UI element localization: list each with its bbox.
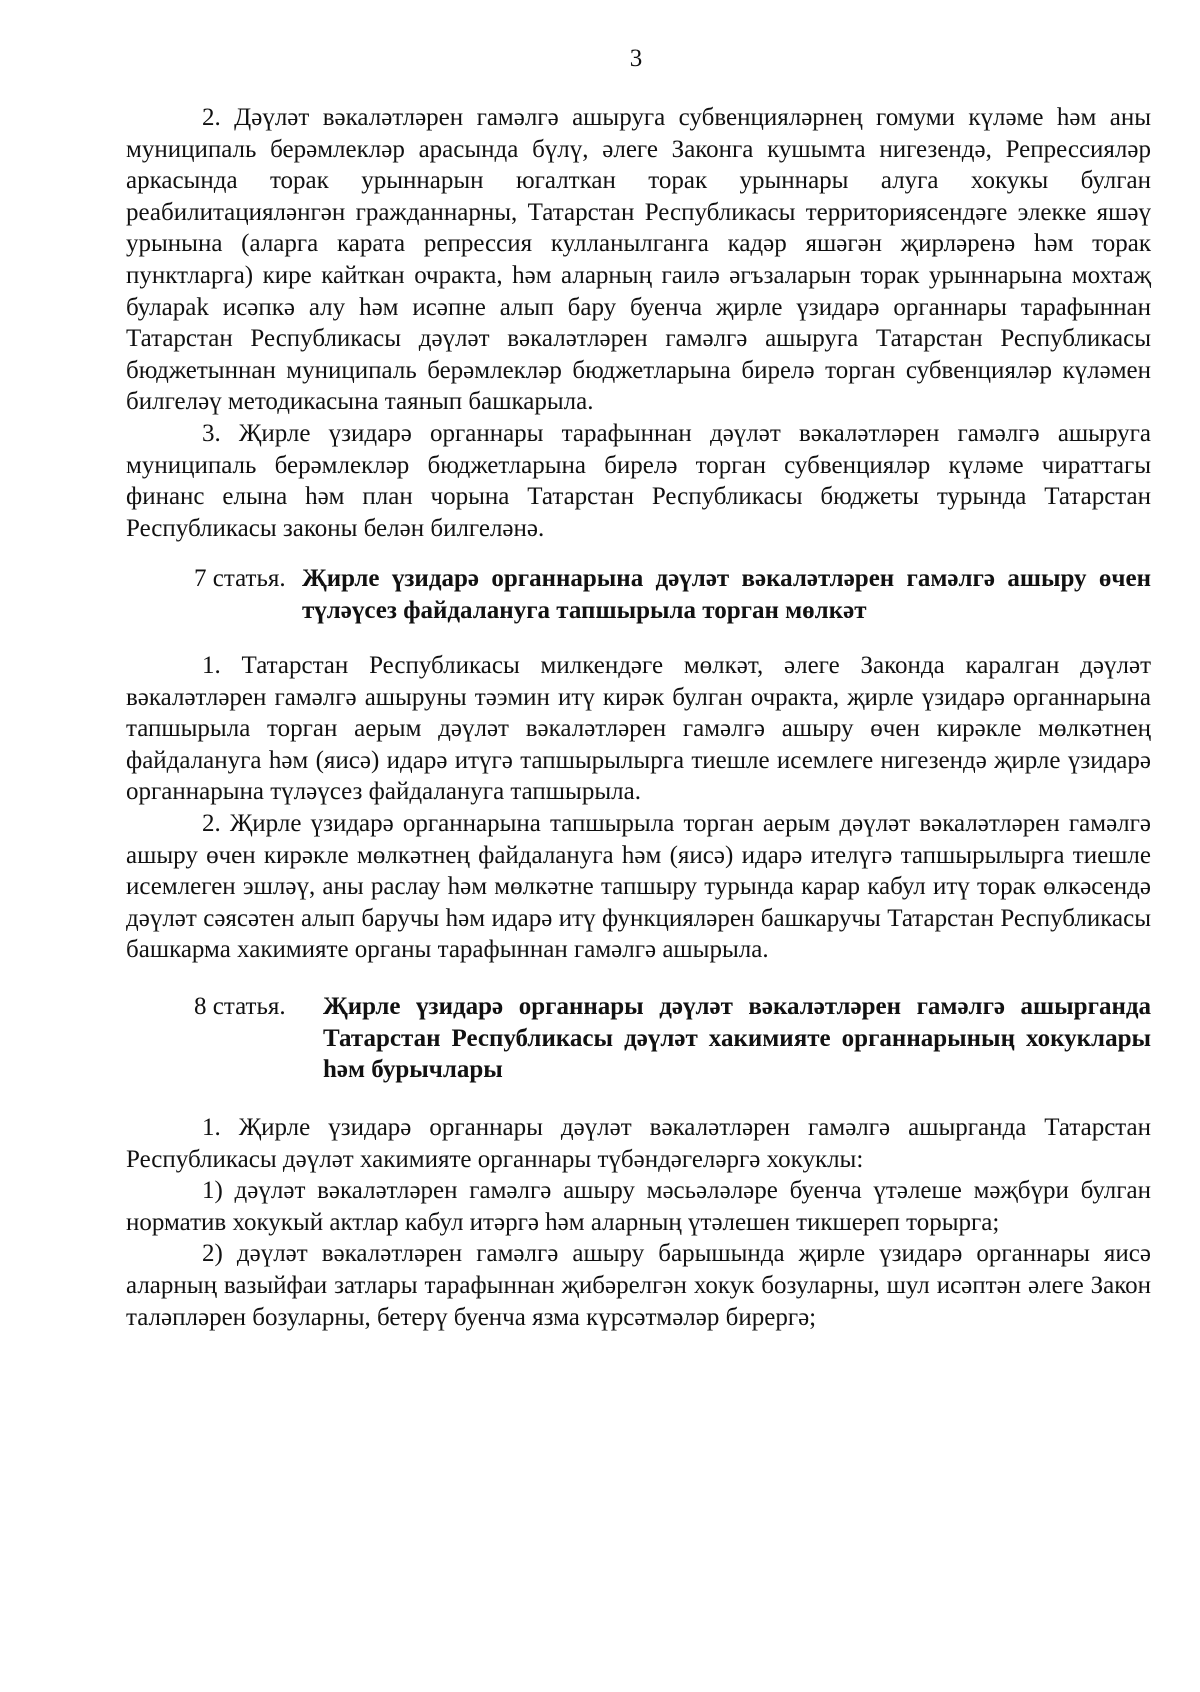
paragraph: 2. Җирле үзидарә органнарына тапшырыла торган аерым дәүләт вәкаләтләрен гамәлгә ашыру өчен кирәкле мөлкәтнең файдалануга һәм (яисә) идарә ителүгә тапшырылырга тиешле исемлеген эшләү, аны раслау һәм мөлкәтне тапшыру турында карар кабул итү торак өлкәсендә дәүләт сәясәтен алып баручы һәм идарә итү функцияләрен башкаручы Татарстан Республикасы башкарма хакимияте органы тарафыннан гамәлгә ашырыла. [126,809,1151,964]
article-8-heading [126,991,1151,1086]
article-number: 7 статья. [194,565,286,592]
paragraph: 1. Татарстан Республикасы милкендәге мөлкәт, әлеге Законда каралган дәүләт вәкаләтләрен гамәлгә ашыруны тәэмин итү кирәк булган очракта, җирле үзидарә органнарына тапшырыла торган аерым дәүләт вәкаләтләрен гамәлгә ашыру өчен кирәкле мөлкәтнең файдалануга һәм (яисә) идарә итүгә тапшырылырга тиешле исемлеге нигезендә җирле үзидарә органнарына түләүсез файдалануга тапшырыла. [126,652,1151,806]
paragraph: 1) дәүләт вәкаләтләрен гамәлгә ашыру мәсьәләләре буенча үтәлеше мәҗбүри булган норматив хокукый актлар кабул итәргә һәм аларның үтәлешен тикшереп торырга; [126,1177,1151,1236]
article-7-body [126,650,1151,966]
article-number: 8 статья. [194,993,286,1020]
section-6-continuation [126,102,1151,544]
page-number: 3 [629,45,643,72]
article-title: Җирле үзидарә органнары дәүләт вәкаләтләрен гамәлгә ашырганда Татарстан Республикасы дәүләт хакимияте органнарының хокуклары һәм бурычлары [323,993,1151,1084]
paragraph: 1. Җирле үзидарә органнары дәүләт вәкаләтләрен гамәлгә ашырганда Татарстан Республикасы дәүләт хакимияте органнары түбәндәгеләргә хокуклы: [126,1114,1151,1173]
paragraph: 3. Җирле үзидарә органнары тарафыннан дәүләт вәкаләтләрен гамәлгә ашыруга муниципаль берәмлекләр бюджетларына бирелә торган субвенцияләр күләме чираттагы финанс елына һәм план чорына Татарстан Республикасы бюджеты турында Татарстан Республикасы законы белән билгеләнә. [126,419,1151,542]
paragraph: 2) дәүләт вәкаләтләрен гамәлгә ашыру барышында җирле үзидарә органнары яисә аларның вазыйфаи затлары тарафыннан җибәрелгән хокук бозуларны, шул исәптән әлеге Закон таләпләрен бозуларны, бетерү буенча язма күрсәтмәләр бирергә; [126,1240,1151,1331]
article-8-body [126,1112,1151,1333]
article-7-heading [126,563,1151,626]
paragraph: 2. Дәүләт вәкаләтләрен гамәлгә ашыруга субвенцияләрнең гомуми күләме һәм аны муниципаль берәмлекләр арасында бүлү, әлеге Законга кушымта нигезендә, Репрессияләр аркасында торак урыннарын югалткан торак урыннары алуга хокукы булган реабилитацияләнгән гражданнарны, Татарстан Республикасы территориясендәге элекке яшәү урынына (аларга карата репрессия кулланылганга кадәр яшәгән җирләренә һәм торак пунктларга) кире кайткан очракта, һәм аларның гаилә әгъзаларын торак урыннарына мохтаҗ булараk исәпкә алу һәм исәпне алып бару буенча җирле үзидарә органнары тарафыннан Татарстан Республикасы дәүләт вәкаләтләрен гамәлгә ашыруга Татарстан Республикасы бюджетыннан муниципаль берәмлекләр бюджетларына бирелә торган субвенцияләр күләмен билгеләү методикасына таянып башкарыла. [126,104,1151,416]
article-title: Җирле үзидарә органнарына дәүләт вәкаләтләрен гамәлгә ашыру өчен түләүсез файдалануга тапшырыла торган мөлкәт [302,565,1151,624]
